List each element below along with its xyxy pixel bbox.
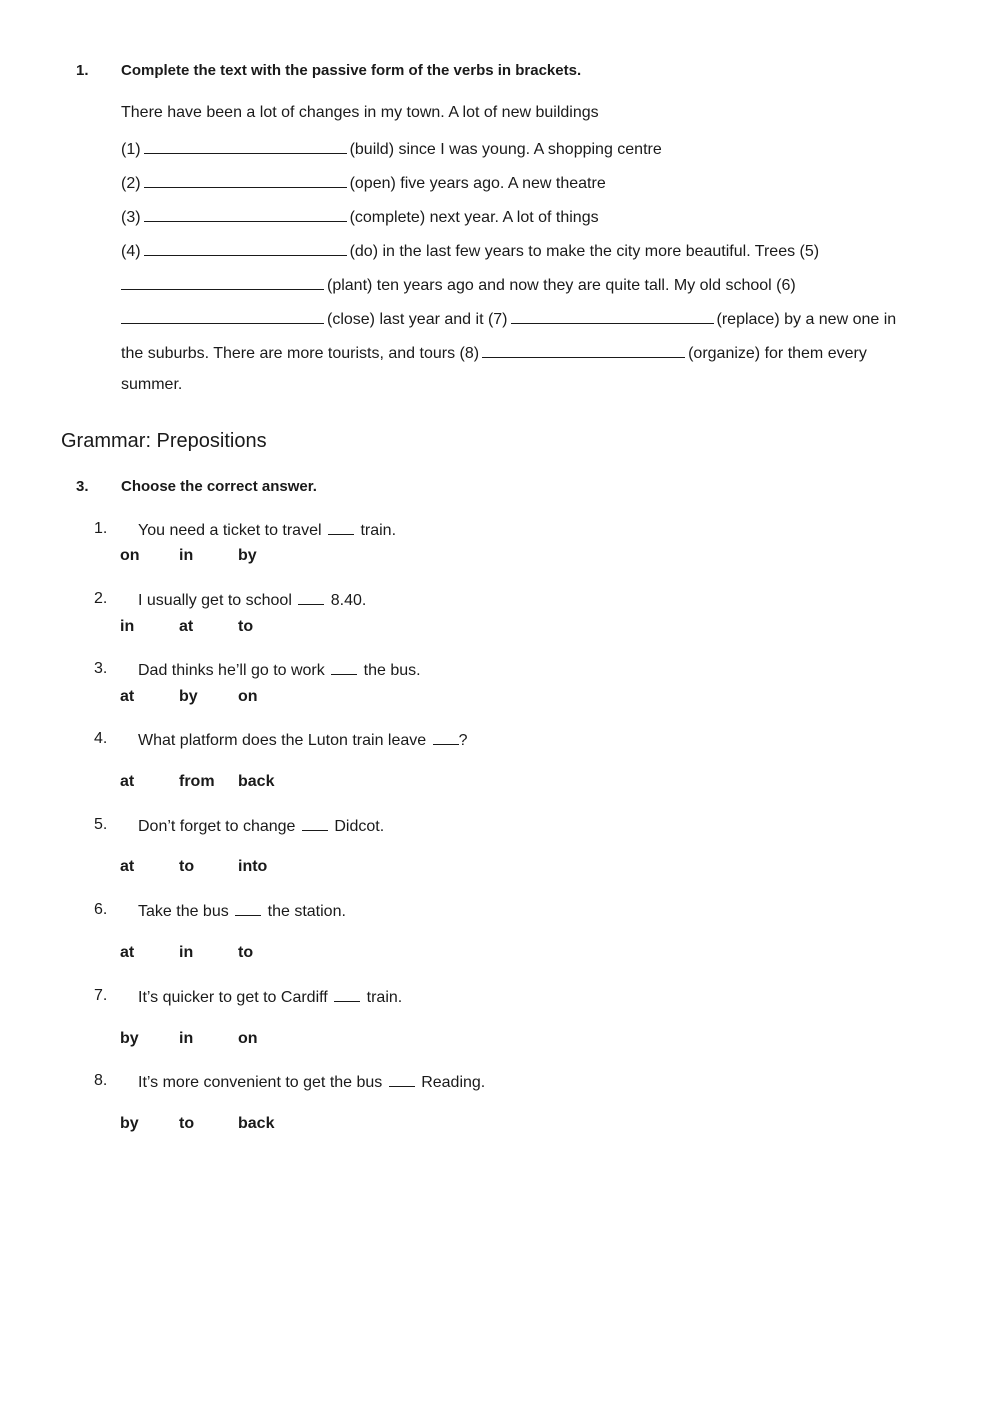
- exercise-3-instruction: Choose the correct answer.: [121, 478, 317, 495]
- text-line: (1) (build) since I was young. A shopping centre: [121, 138, 662, 159]
- question-5-blank[interactable]: [302, 816, 328, 831]
- option[interactable]: to: [179, 1115, 195, 1132]
- text-line: (plant) ten years ago and now they are quite tall. My old school (6): [121, 274, 796, 295]
- option[interactable]: to: [238, 618, 254, 635]
- exercise-3-number: 3.: [76, 478, 89, 495]
- option[interactable]: in: [179, 547, 194, 564]
- question-3-blank[interactable]: [331, 660, 357, 675]
- option[interactable]: by: [120, 1030, 139, 1047]
- question-2-blank[interactable]: [298, 590, 324, 605]
- text-line: summer.: [121, 376, 183, 393]
- answer-blank-2[interactable]: [144, 172, 347, 188]
- option[interactable]: on: [238, 688, 258, 705]
- answer-blank-7[interactable]: [511, 308, 714, 324]
- question-6-blank[interactable]: [235, 901, 261, 916]
- answer-blank-3[interactable]: [144, 206, 347, 222]
- question-8-blank[interactable]: [389, 1072, 415, 1087]
- answer-blank-4[interactable]: [144, 240, 347, 256]
- option[interactable]: by: [238, 547, 257, 564]
- option[interactable]: to: [238, 944, 254, 961]
- option[interactable]: in: [179, 944, 194, 961]
- option[interactable]: at: [120, 944, 135, 961]
- text-line: (close) last year and it (7) (replace) by a new one in: [121, 308, 896, 329]
- option[interactable]: on: [238, 1030, 258, 1047]
- option[interactable]: on: [120, 547, 140, 564]
- option[interactable]: from: [179, 773, 215, 790]
- option[interactable]: at: [120, 773, 135, 790]
- text-line: There have been a lot of changes in my town. A lot of new buildings: [121, 104, 599, 121]
- text-line: (3) (complete) next year. A lot of things: [121, 206, 599, 227]
- section-title: Grammar: Prepositions: [61, 430, 267, 452]
- question-1-blank[interactable]: [328, 520, 354, 535]
- option[interactable]: at: [120, 858, 135, 875]
- option[interactable]: to: [179, 858, 195, 875]
- option[interactable]: back: [238, 773, 275, 790]
- worksheet-page: 1. Complete the text with the passive form of the verbs in brackets. There have been a lot of changes in my town. A lot of new buildings (1) (build) since I was young. A shopping centre (2) (open) five years ago. A new theatre (3) (complete) next year. A lot of things (4) (do) in the last few years to make the city more beautiful. Trees (5) (plant) ten years ago and now they are quite tall. My old school (6) (close) last year and it (7) (replace) by a new one in the suburbs. There are more tourists, and tours (8) (organize) for them every summer. Grammar: Prepositions 3. Choose the correct answer. 1. You need a ticket to travel train. on in by 2. I usually get to school 8.40. in at to 3. Dad thinks he’ll go to work the bus. at by on 4. What platform does the Luton train leave ? at from back 5. Don’t forget to change Didcot. at to into 6. Take the bus the station. at in to 7. It’s quicker to get to Cardiff train. by in on 8. It’s more convenient to get the bus Reading. by to back: [61, 62, 897, 1132]
- question-4-blank[interactable]: [433, 730, 459, 745]
- option[interactable]: at: [179, 618, 194, 635]
- answer-blank-8[interactable]: [482, 342, 685, 358]
- exercise-1-instruction: Complete the text with the passive form of the verbs in brackets.: [121, 62, 582, 79]
- option[interactable]: back: [238, 1115, 275, 1132]
- question-7-blank[interactable]: [334, 987, 360, 1002]
- option[interactable]: by: [120, 1115, 139, 1132]
- answer-blank-5[interactable]: [121, 274, 324, 290]
- option[interactable]: at: [120, 688, 135, 705]
- text-line: the suburbs. There are more tourists, and tours (8) (organize) for them every: [121, 342, 867, 363]
- answer-blank-1[interactable]: [144, 138, 347, 154]
- option[interactable]: by: [179, 688, 198, 705]
- option[interactable]: into: [238, 858, 268, 875]
- text-line: (4) (do) in the last few years to make the city more beautiful. Trees (5): [121, 240, 819, 261]
- exercise-1-number: 1.: [76, 62, 89, 79]
- option[interactable]: in: [179, 1030, 194, 1047]
- text-line: (2) (open) five years ago. A new theatre: [121, 172, 606, 193]
- option[interactable]: in: [120, 618, 135, 635]
- answer-blank-6[interactable]: [121, 308, 324, 324]
